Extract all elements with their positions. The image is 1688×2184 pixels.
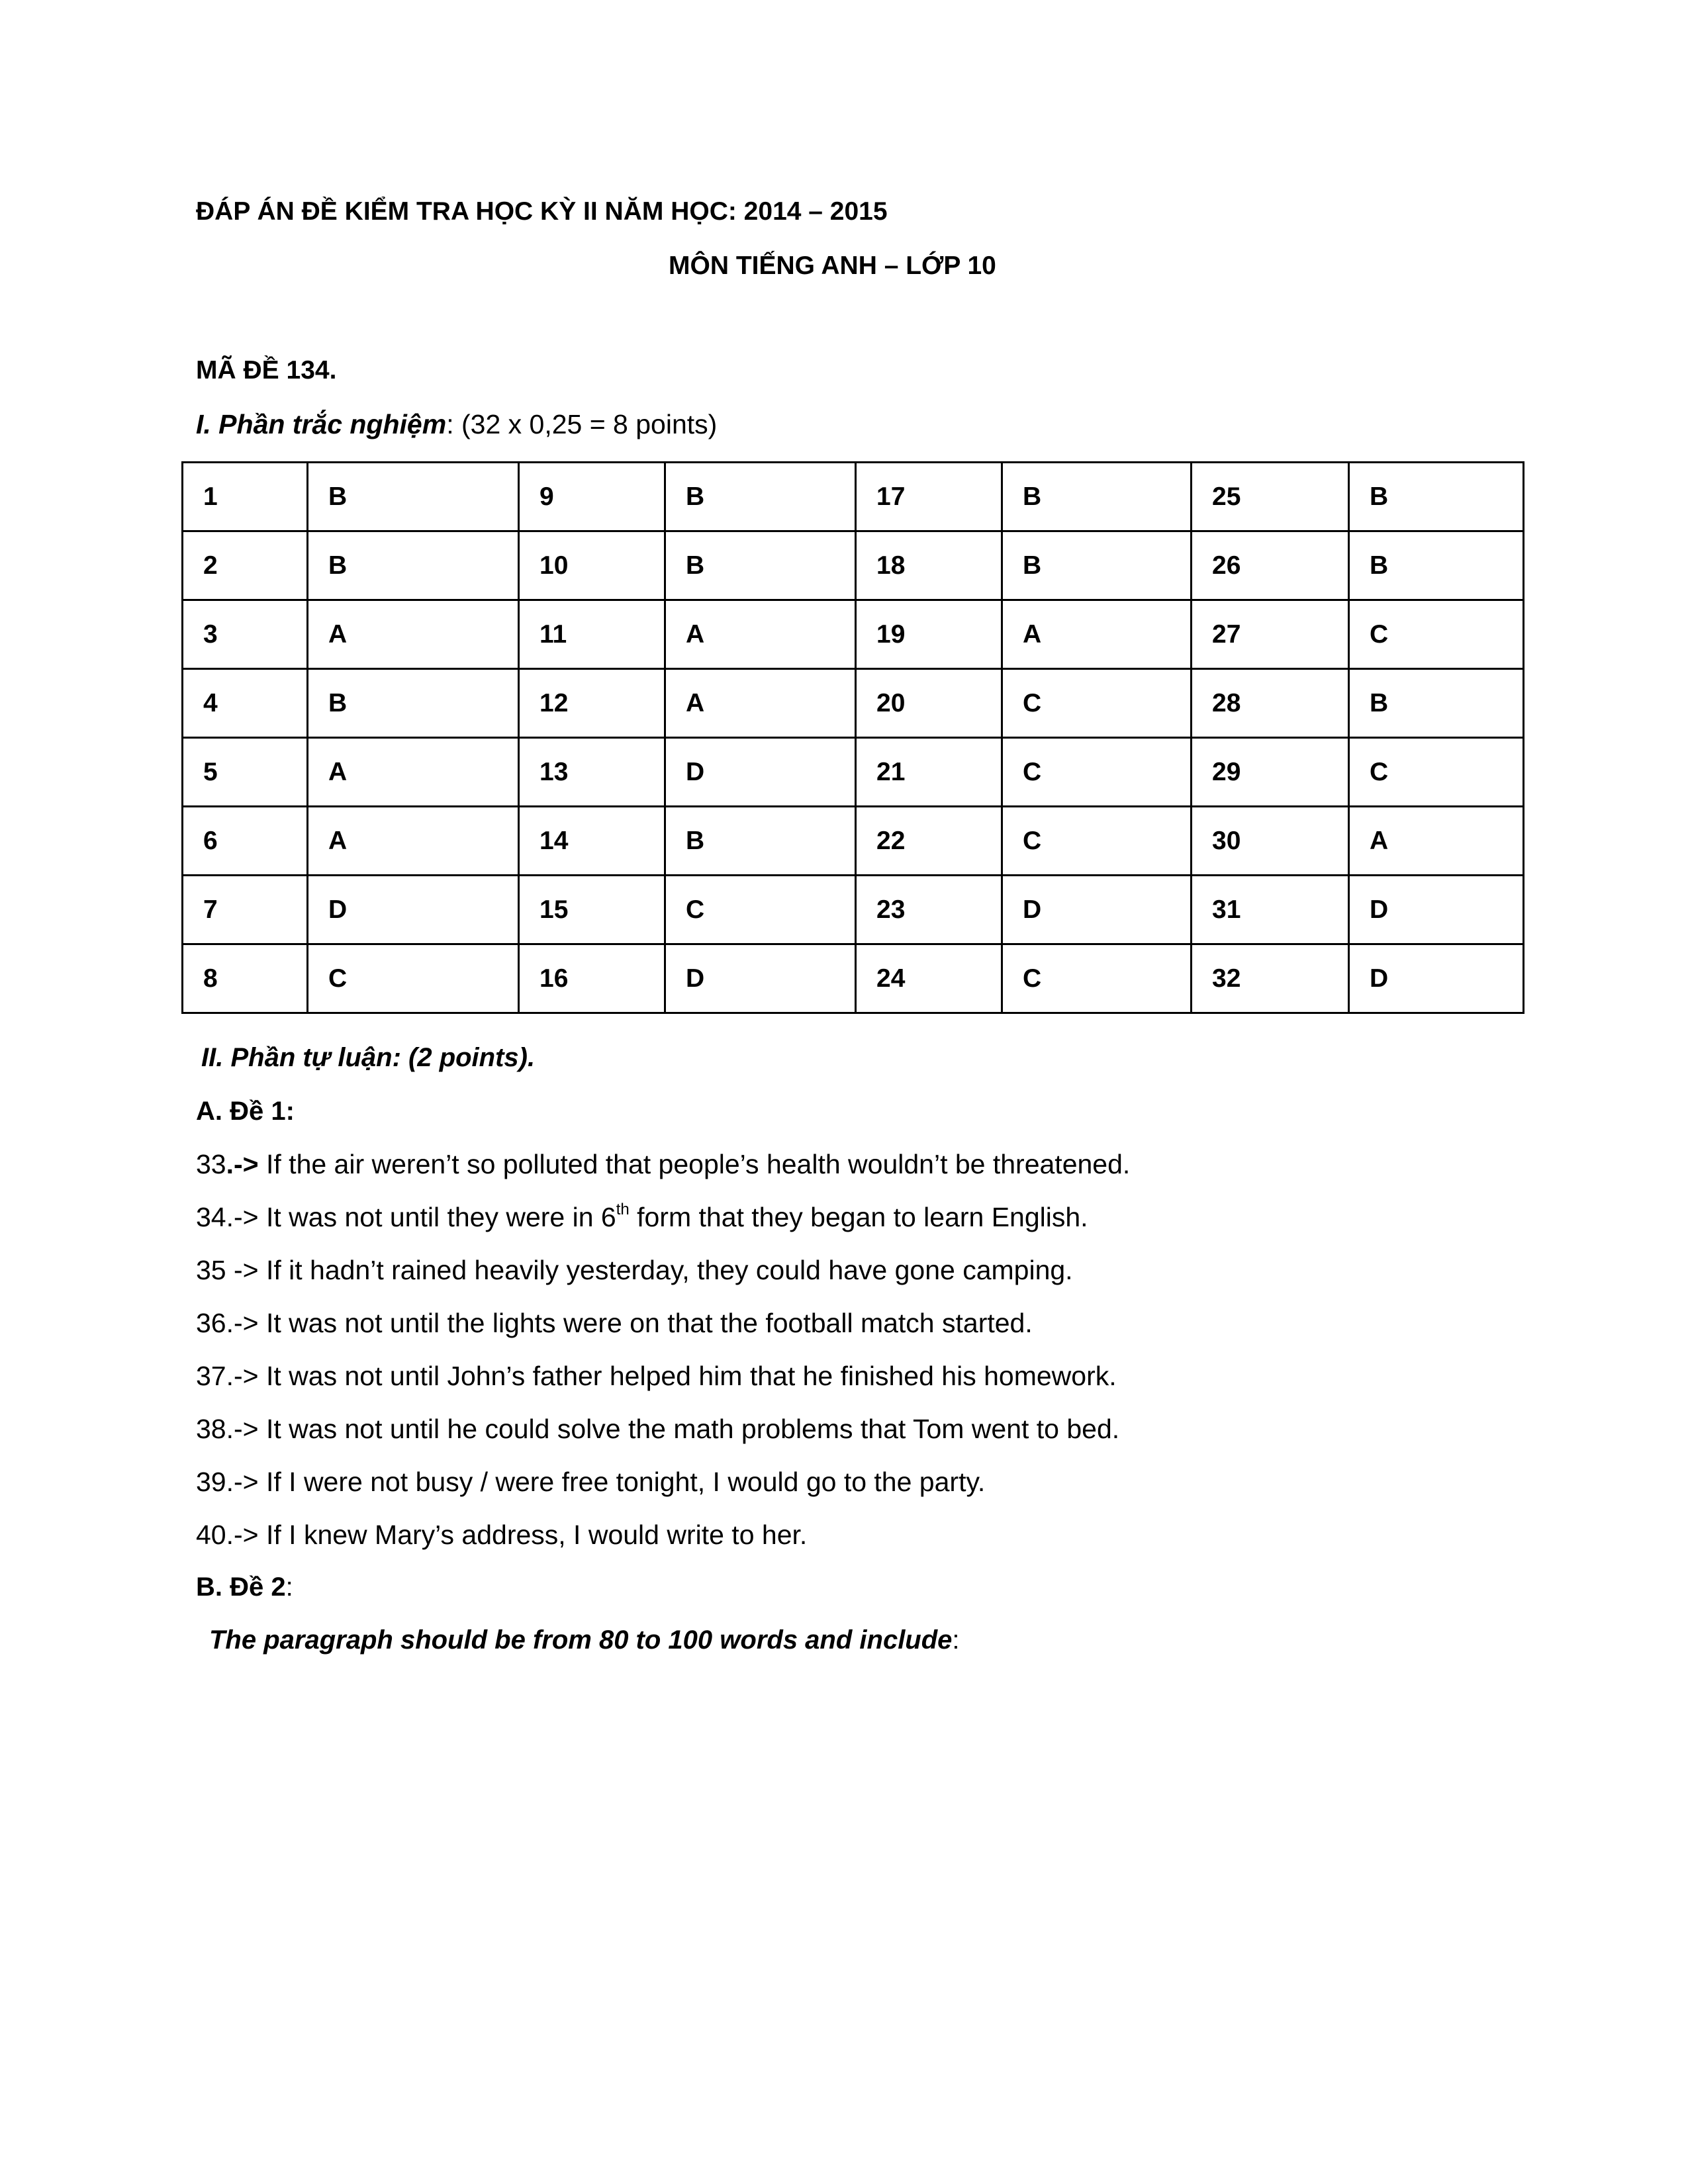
answer-cell: A: [1349, 807, 1524, 876]
answer-line-33: [196, 1149, 1130, 1180]
answer-cell: A: [665, 600, 856, 669]
answer-line-35: [196, 1255, 1073, 1286]
answer-cell: B: [308, 531, 519, 600]
answer-cell: A: [1002, 600, 1192, 669]
section-b-heading: [196, 1572, 293, 1602]
answer-cell: B: [665, 463, 856, 531]
line-text: It was not until the lights were on that the football match started.: [258, 1308, 1033, 1338]
answer-cell: C: [1002, 738, 1192, 807]
line-number: 38.->: [196, 1414, 259, 1444]
table-row: [183, 531, 1524, 600]
question-number: 13: [519, 738, 665, 807]
answer-line-40: [196, 1520, 807, 1551]
table-row: [183, 463, 1524, 531]
section-a-heading: A. Đề 1:: [196, 1097, 295, 1126]
question-number: 31: [1192, 876, 1349, 944]
section-b-colon: :: [285, 1572, 293, 1602]
question-number: 15: [519, 876, 665, 944]
line-text: It was not until they were in 6: [258, 1202, 616, 1232]
question-number: 4: [183, 669, 308, 738]
answer-cell: B: [665, 531, 856, 600]
answer-cell: C: [1002, 807, 1192, 876]
answer-cell: B: [1002, 463, 1192, 531]
answer-cell: D: [1349, 876, 1524, 944]
part1-score: : (32 x 0,25 = 8 points): [446, 409, 718, 439]
answer-cell: A: [308, 807, 519, 876]
line-text: It was not until John’s father helped him that he finished his homework.: [258, 1361, 1117, 1391]
line-text: If I were not busy / were free tonight, I would go to the party.: [258, 1467, 986, 1497]
question-number: 21: [856, 738, 1002, 807]
table-row: [183, 738, 1524, 807]
section-b-label: B. Đề 2: [196, 1572, 286, 1602]
line-text: If I knew Mary’s address, I would write to her.: [258, 1520, 808, 1550]
answer-cell: A: [308, 600, 519, 669]
answer-cell: D: [1002, 876, 1192, 944]
question-number: 2: [183, 531, 308, 600]
answer-cell: D: [1349, 944, 1524, 1013]
line-number: 33: [196, 1149, 226, 1179]
answer-cell: A: [665, 669, 856, 738]
answer-line-39: [196, 1467, 985, 1498]
table-row: [183, 876, 1524, 944]
line-number: 40.->: [196, 1520, 259, 1550]
answer-cell: B: [1002, 531, 1192, 600]
line-number: 35 ->: [196, 1255, 259, 1285]
line-number: 39.->: [196, 1467, 259, 1497]
question-number: 17: [856, 463, 1002, 531]
question-number: 14: [519, 807, 665, 876]
question-number: 12: [519, 669, 665, 738]
question-number: 5: [183, 738, 308, 807]
table-row: [183, 944, 1524, 1013]
exam-code: MÃ ĐỀ 134.: [196, 356, 337, 385]
question-number: 20: [856, 669, 1002, 738]
question-number: 26: [1192, 531, 1349, 600]
question-number: 24: [856, 944, 1002, 1013]
line-text: If the air weren’t so polluted that people’s health wouldn’t be threatened.: [258, 1149, 1131, 1179]
answer-cell: B: [1349, 463, 1524, 531]
part1-heading: [196, 409, 717, 440]
table-row: [183, 669, 1524, 738]
answer-cell: B: [308, 669, 519, 738]
answer-cell: D: [665, 738, 856, 807]
line-number: 36.->: [196, 1308, 259, 1338]
answer-cell: D: [665, 944, 856, 1013]
question-number: 8: [183, 944, 308, 1013]
answer-cell: C: [1349, 738, 1524, 807]
question-number: 3: [183, 600, 308, 669]
question-number: 18: [856, 531, 1002, 600]
question-number: 23: [856, 876, 1002, 944]
question-number: 10: [519, 531, 665, 600]
answer-cell: C: [665, 876, 856, 944]
table-row: [183, 600, 1524, 669]
question-number: 29: [1192, 738, 1349, 807]
question-number: 32: [1192, 944, 1349, 1013]
part1-label: I. Phần trắc nghiệm: [196, 409, 447, 439]
answer-cell: D: [308, 876, 519, 944]
question-number: 16: [519, 944, 665, 1013]
table-row: [183, 807, 1524, 876]
question-number: 28: [1192, 669, 1349, 738]
answer-line-38: [196, 1414, 1119, 1445]
line-text: If it hadn’t rained heavily yesterday, they could have gone camping.: [258, 1255, 1073, 1285]
question-number: 11: [519, 600, 665, 669]
line-text: It was not until he could solve the math problems that Tom went to bed.: [258, 1414, 1120, 1444]
answer-cell: B: [1349, 531, 1524, 600]
answer-cell: C: [308, 944, 519, 1013]
question-number: 9: [519, 463, 665, 531]
question-number: 22: [856, 807, 1002, 876]
document-title: ĐÁP ÁN ĐỀ KIỂM TRA HỌC KỲ II NĂM HỌC: 2014 – 2015: [196, 197, 888, 226]
answer-line-37: [196, 1361, 1117, 1392]
part2-heading: II. Phần tự luận: (2 points).: [201, 1043, 536, 1072]
question-number: 1: [183, 463, 308, 531]
answer-line-34: [196, 1202, 1088, 1233]
line-arrow: .->: [226, 1149, 259, 1179]
line-number: 34.->: [196, 1202, 259, 1232]
paragraph-colon: :: [952, 1625, 960, 1655]
answer-cell: B: [1349, 669, 1524, 738]
question-number: 19: [856, 600, 1002, 669]
answer-cell: C: [1002, 669, 1192, 738]
question-number: 7: [183, 876, 308, 944]
paragraph-text: The paragraph should be from 80 to 100 words and include: [209, 1625, 953, 1655]
answer-cell: C: [1349, 600, 1524, 669]
line-number: 37.->: [196, 1361, 259, 1391]
line-text: form that they began to learn English.: [629, 1202, 1088, 1232]
line-superscript: th: [616, 1201, 630, 1218]
answer-cell: B: [308, 463, 519, 531]
answer-cell: C: [1002, 944, 1192, 1013]
paragraph-instruction: [209, 1625, 960, 1655]
question-number: 6: [183, 807, 308, 876]
question-number: 27: [1192, 600, 1349, 669]
answer-table: [181, 461, 1524, 1014]
document-subtitle: MÔN TIẾNG ANH – LỚP 10: [669, 251, 996, 280]
answer-cell: B: [665, 807, 856, 876]
question-number: 30: [1192, 807, 1349, 876]
question-number: 25: [1192, 463, 1349, 531]
answer-cell: A: [308, 738, 519, 807]
answer-line-36: [196, 1308, 1033, 1339]
